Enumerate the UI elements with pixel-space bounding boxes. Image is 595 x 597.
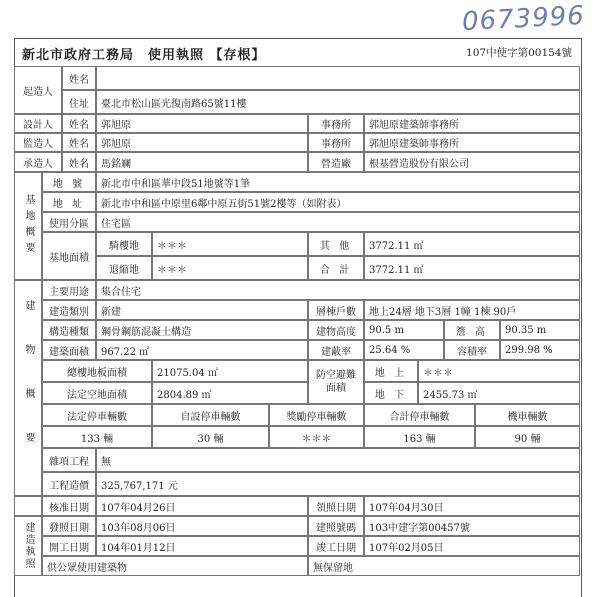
contractor-name: 馬銘斓 bbox=[96, 152, 308, 172]
structure-value: 鋼骨鋼筋混凝土構造 bbox=[96, 320, 308, 340]
form-title: 新北市政府工務局 使用執照 【存根】 bbox=[22, 48, 266, 63]
supervisor-name-label: 姓名 bbox=[62, 133, 96, 152]
approval-blank bbox=[14, 496, 42, 516]
start-date-label: 開工日期 bbox=[42, 536, 96, 556]
use-label: 主要用途 bbox=[42, 280, 96, 300]
cost-label: 工程造價 bbox=[42, 472, 96, 496]
approve-date-value: 107年04月26日 bbox=[96, 496, 308, 516]
handwritten-number: 0673996 bbox=[461, 0, 586, 38]
supervisor-name: 郭旭原 bbox=[96, 133, 308, 152]
use-value: 集合住宅 bbox=[96, 280, 580, 300]
coverage-label: 建蔽率 bbox=[308, 340, 364, 360]
finish-date-value: 107年02月05日 bbox=[364, 536, 580, 556]
parking-header: 合計停車輛數 bbox=[364, 404, 475, 426]
permit-number: 107中使字第00154號 bbox=[466, 47, 572, 59]
site-address-label: 地 址 bbox=[42, 192, 96, 212]
category-label: 建造類別 bbox=[42, 300, 96, 320]
parking-header: 自設停車輛數 bbox=[152, 404, 269, 426]
applicant-address: 臺北市松山區光復南路65號11樓 bbox=[96, 90, 580, 114]
building-section-label: 建物概要 bbox=[14, 280, 42, 496]
misc-value: 無 bbox=[96, 448, 580, 472]
eave-label: 簷 高 bbox=[444, 320, 500, 340]
issue-date-label: 發照日期 bbox=[42, 516, 96, 536]
permit-no-label: 建照號碼 bbox=[308, 516, 364, 536]
permit-no-value: 103中建字第00457號 bbox=[364, 516, 580, 536]
receive-date-label: 領照日期 bbox=[308, 496, 364, 516]
parking-header: 法定停車輛數 bbox=[42, 404, 152, 426]
total-floor-value: 21075.04 ㎡ bbox=[152, 360, 308, 382]
designer-name-label: 姓名 bbox=[62, 114, 96, 133]
setback-label: 退縮地 bbox=[96, 256, 152, 280]
footprint-value: 967.22 ㎡ bbox=[96, 340, 308, 360]
site-address-value: 新北市中和區中原里6鄰中原五街51號2樓等（如附表） bbox=[96, 192, 580, 212]
parking-header: 機車輛數 bbox=[475, 404, 580, 426]
designer-office-label: 事務所 bbox=[308, 114, 364, 133]
total-area-label: 合 計 bbox=[308, 256, 364, 280]
height-value: 90.5 m bbox=[364, 320, 444, 340]
site-lot-label: 地 號 bbox=[42, 172, 96, 192]
supervisor-office: 郭旭原建築師事務所 bbox=[364, 133, 580, 152]
above-ground-value: ＊＊＊ bbox=[418, 360, 580, 382]
total-area-value: 3772.11 ㎡ bbox=[364, 256, 580, 280]
category-value: 新建 bbox=[96, 300, 308, 320]
arcade-label: 騎樓地 bbox=[96, 232, 152, 256]
construction-permit-label: 建造執照 bbox=[14, 516, 42, 576]
civil-defense-label: 防空避難面積 bbox=[308, 360, 364, 404]
finish-date-label: 竣工日期 bbox=[308, 536, 364, 556]
far-value: 299.98 % bbox=[500, 340, 580, 360]
parking-header: 獎勵停車輛數 bbox=[269, 404, 364, 426]
below-ground-label: 地 下 bbox=[364, 382, 418, 404]
cost-value: 325,767,171 元 bbox=[96, 472, 580, 496]
applicant-name-label: 姓名 bbox=[62, 66, 96, 90]
floors-label: 層棟戶數 bbox=[308, 300, 364, 320]
setback-value: ＊＊＊ bbox=[152, 256, 308, 280]
other-area-label: 其 他 bbox=[308, 232, 364, 256]
far-label: 容積率 bbox=[444, 340, 500, 360]
applicant-label: 起造人 bbox=[14, 66, 62, 114]
contractor-label: 承造人 bbox=[14, 152, 62, 172]
parking-value: 133 輛 bbox=[42, 426, 152, 448]
designer-name: 郭旭原 bbox=[96, 114, 308, 133]
applicant-address-label: 住址 bbox=[62, 90, 96, 114]
structure-label: 構造種類 bbox=[42, 320, 96, 340]
below-ground-value: 2455.73 ㎡ bbox=[418, 382, 580, 404]
site-lot-value: 新北市中和區華中段51地號等1筆 bbox=[96, 172, 580, 192]
designer-label: 設計人 bbox=[14, 114, 62, 133]
site-area-label: 基地面積 bbox=[42, 232, 96, 280]
floors-value: 地上24層 地下3層 1幢 1棟 90戶 bbox=[364, 300, 580, 320]
contractor-company-label: 營造廠 bbox=[308, 152, 364, 172]
parking-value: 30 輛 bbox=[152, 426, 269, 448]
other-area-value: 3772.11 ㎡ bbox=[364, 232, 580, 256]
eave-value: 90.35 m bbox=[500, 320, 580, 340]
footprint-label: 建築面積 bbox=[42, 340, 96, 360]
legal-open-value: 2804.89 ㎡ bbox=[152, 382, 308, 404]
height-label: 建物高度 bbox=[308, 320, 364, 340]
supervisor-label: 監造人 bbox=[14, 133, 62, 152]
contractor-company: 根基營造股份有限公司 bbox=[364, 152, 580, 172]
receive-date-value: 107年04月30日 bbox=[364, 496, 580, 516]
site-section-label: 基地概要 bbox=[14, 172, 42, 280]
parking-value: 90 輛 bbox=[475, 426, 580, 448]
coverage-value: 25.64 % bbox=[364, 340, 444, 360]
start-date-value: 104年01月12日 bbox=[96, 536, 308, 556]
arcade-value: ＊＊＊ bbox=[152, 232, 308, 256]
zoning-value: 住宅區 bbox=[96, 212, 580, 232]
public-building-label: 供公眾使用建築物 bbox=[42, 556, 308, 576]
parking-value: ＊＊＊ bbox=[269, 426, 364, 448]
total-floor-label: 總樓地板面積 bbox=[42, 360, 152, 382]
above-ground-label: 地 上 bbox=[364, 360, 418, 382]
misc-label: 雜項工程 bbox=[42, 448, 96, 472]
parking-value: 163 輛 bbox=[364, 426, 475, 448]
form-header bbox=[14, 38, 580, 67]
contractor-name-label: 姓名 bbox=[62, 152, 96, 172]
approve-date-label: 核准日期 bbox=[42, 496, 96, 516]
applicant-name-value bbox=[96, 66, 580, 90]
legal-open-label: 法定空地面積 bbox=[42, 382, 152, 404]
designer-office: 郭旭原建築師事務所 bbox=[364, 114, 580, 133]
issue-date-value: 103年08月06日 bbox=[96, 516, 308, 536]
barrier-free-label: 無保留地 bbox=[308, 556, 580, 576]
supervisor-office-label: 事務所 bbox=[308, 133, 364, 152]
zoning-label: 使用分區 bbox=[42, 212, 96, 232]
